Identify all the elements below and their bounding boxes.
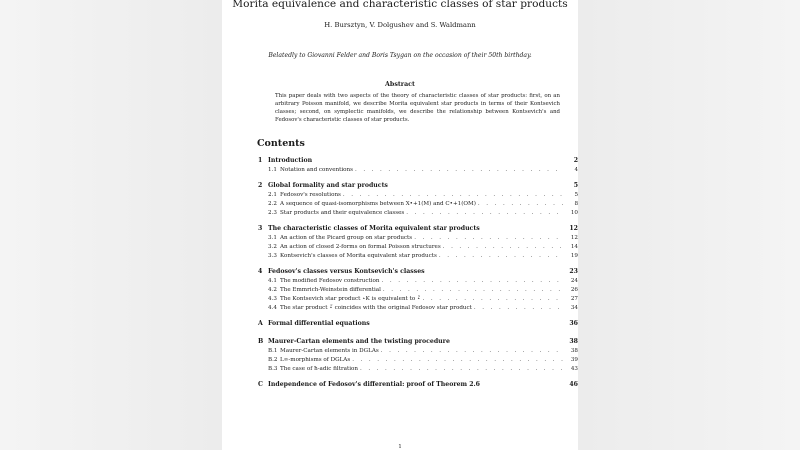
toc-subsection-page: 19 bbox=[570, 253, 578, 259]
toc-section[interactable] bbox=[258, 182, 578, 191]
toc-section-page: 46 bbox=[569, 381, 578, 388]
toc-subsection[interactable] bbox=[258, 167, 578, 176]
toc-subsection-title: The star product ⋆̃ coincides with the original Fedosov star product bbox=[280, 305, 472, 311]
toc-leader-dots bbox=[478, 201, 564, 207]
toc-section-number: A bbox=[258, 320, 263, 327]
toc-subsection-number: 4.3 bbox=[268, 296, 277, 302]
toc-subsection-title: An action of closed 2-forms on formal Poisson structures bbox=[280, 244, 441, 250]
toc-subsection-number: 2.2 bbox=[268, 201, 277, 207]
toc-subsection-page: 4 bbox=[574, 167, 578, 173]
toc-section-number: C bbox=[258, 381, 263, 388]
table-of-contents bbox=[222, 0, 578, 450]
toc-subsection-page: 39 bbox=[570, 357, 578, 363]
toc-subsection-page: 14 bbox=[570, 244, 578, 250]
toc-section-page: 36 bbox=[569, 320, 578, 327]
paper-title: Morita equivalence and characteristic classes of star products bbox=[232, 0, 568, 10]
toc-subsection-page: 38 bbox=[570, 348, 578, 354]
toc-subsection-page: 12 bbox=[570, 235, 578, 241]
toc-section-title: Fedosov's classes versus Kontsevich's classes bbox=[268, 268, 425, 275]
toc-section-number: B bbox=[258, 338, 264, 345]
toc-section-page: 23 bbox=[569, 268, 578, 275]
toc-subsection-page: 34 bbox=[570, 305, 578, 311]
toc-leader-dots bbox=[382, 278, 564, 284]
abstract-text: This paper deals with two aspects of the theory of characteristic classes of star products: first, on an arbitrary Poisson manifold, we describe Morita equivalent star products in terms of their Kontsevich classes; second, on symplectic manifolds, we describe the relationship between Kontsevich's and Fedosov's characteristic classes of star products. bbox=[275, 93, 560, 123]
toc-subsection[interactable] bbox=[258, 253, 578, 262]
toc-subsection-number: 4.4 bbox=[268, 305, 277, 311]
toc-section[interactable] bbox=[258, 381, 578, 390]
toc-subsection[interactable] bbox=[258, 348, 578, 357]
toc-subsection[interactable] bbox=[258, 287, 578, 296]
toc-subsection[interactable] bbox=[258, 244, 578, 253]
toc-subsection[interactable] bbox=[258, 192, 578, 201]
toc-subsection-number: 4.1 bbox=[268, 278, 277, 284]
toc-subsection-title: Notation and conventions bbox=[280, 167, 353, 173]
toc-subsection-title: L∞-morphisms of DGLAs bbox=[280, 357, 351, 363]
toc-subsection[interactable] bbox=[258, 305, 578, 314]
toc-subsection-number: 4.2 bbox=[268, 287, 277, 293]
toc-section-title: Maurer-Cartan elements and the twisting procedure bbox=[268, 338, 450, 345]
toc-section-number: 1 bbox=[258, 157, 263, 164]
toc-subsection-number: 3.2 bbox=[268, 244, 277, 250]
toc-subsection[interactable] bbox=[258, 366, 578, 375]
toc-subsection[interactable] bbox=[258, 357, 578, 366]
toc-subsection-title: The Emmrich-Weinstein differential bbox=[280, 287, 381, 293]
toc-subsection-title: The case of ħ-adic filtration bbox=[280, 366, 358, 372]
paper-authors: H. Bursztyn, V. Dolgushev and S. Waldmann bbox=[324, 21, 476, 29]
toc-section[interactable] bbox=[258, 268, 578, 277]
toc-subsection-title: The Kontsevich star product ⋆K is equivalent to ⋆̃ bbox=[280, 296, 421, 302]
background-right bbox=[578, 0, 800, 450]
toc-subsection-title: Kontsevich's classes of Morita equivalent star products bbox=[280, 253, 437, 259]
toc-subsection-page: 8 bbox=[574, 201, 578, 207]
toc-section-title: Global formality and star products bbox=[268, 182, 388, 189]
toc-leader-dots bbox=[439, 253, 564, 259]
toc-subsection-title: Maurer-Cartan elements in DGLAs bbox=[280, 348, 379, 354]
toc-section[interactable] bbox=[258, 320, 578, 329]
toc-leader-dots bbox=[360, 366, 564, 372]
background-left bbox=[0, 0, 222, 450]
toc-subsection-title: The modified Fedosov construction bbox=[280, 278, 380, 284]
toc-section-number: 4 bbox=[258, 268, 263, 275]
toc-subsection-number: B.3 bbox=[268, 366, 278, 372]
toc-subsection-number: 2.1 bbox=[268, 192, 277, 198]
toc-section-page: 5 bbox=[573, 182, 578, 189]
toc-section[interactable] bbox=[258, 338, 578, 347]
toc-subsection-page: 27 bbox=[570, 296, 578, 302]
toc-subsection-title: Star products and their equivalence classes bbox=[280, 210, 405, 216]
toc-subsection-title: An action of the Picard group on star products bbox=[280, 235, 413, 241]
toc-leader-dots bbox=[343, 192, 564, 198]
toc-subsection-page: 24 bbox=[570, 278, 578, 284]
toc-subsection-number: B.1 bbox=[268, 348, 278, 354]
toc-subsection[interactable] bbox=[258, 210, 578, 219]
toc-section[interactable] bbox=[258, 225, 578, 234]
toc-subsection[interactable] bbox=[258, 235, 578, 244]
toc-leader-dots bbox=[443, 244, 564, 250]
page-number: 1 bbox=[398, 444, 402, 450]
abstract-heading: Abstract bbox=[385, 81, 415, 88]
toc-subsection-page: 26 bbox=[570, 287, 578, 293]
toc-section-title: The characteristic classes of Morita equivalent star products bbox=[268, 225, 480, 232]
toc-subsection-number: 1.1 bbox=[268, 167, 277, 173]
toc-subsection[interactable] bbox=[258, 201, 578, 210]
toc-leader-dots bbox=[383, 287, 564, 293]
toc-leader-dots bbox=[422, 296, 564, 302]
toc-leader-dots bbox=[414, 235, 564, 241]
toc-leader-dots bbox=[474, 305, 564, 311]
toc-leader-dots bbox=[355, 167, 564, 173]
toc-section-title: Formal differential equations bbox=[268, 320, 370, 327]
toc-section-title: Introduction bbox=[268, 157, 313, 164]
toc-subsection-page: 43 bbox=[570, 366, 578, 372]
toc-subsection-number: 2.3 bbox=[268, 210, 277, 216]
toc-subsection-page: 5 bbox=[574, 192, 578, 198]
toc-leader-dots bbox=[406, 210, 564, 216]
toc-subsection-number: 3.3 bbox=[268, 253, 277, 259]
toc-subsection-title: Fedosov's resolutions bbox=[280, 192, 341, 198]
toc-subsection[interactable] bbox=[258, 296, 578, 305]
toc-subsection-number: B.2 bbox=[268, 357, 278, 363]
toc-section-page: 12 bbox=[569, 225, 578, 232]
toc-section[interactable] bbox=[258, 157, 578, 166]
toc-leader-dots bbox=[381, 348, 564, 354]
toc-section-number: 2 bbox=[258, 182, 263, 189]
toc-section-page: 38 bbox=[569, 338, 578, 345]
toc-leader-dots bbox=[352, 357, 564, 363]
toc-section-title: Independence of Fedosov's differential: proof of Theorem 2.6 bbox=[268, 381, 480, 388]
toc-section-number: 3 bbox=[258, 225, 263, 232]
dedication: Belatedly to Giovanni Felder and Boris Tsygan on the occasion of their 50th birthday. bbox=[268, 52, 532, 59]
paper-page bbox=[222, 0, 578, 450]
toc-section-page: 2 bbox=[573, 157, 578, 164]
contents-heading: Contents bbox=[257, 138, 305, 149]
toc-subsection-number: 3.1 bbox=[268, 235, 277, 241]
toc-subsection-page: 10 bbox=[570, 210, 578, 216]
toc-subsection[interactable] bbox=[258, 278, 578, 287]
toc-subsection-title: A sequence of quasi-isomorphisms between X•+1(M) and C•+1(OM) bbox=[280, 201, 476, 207]
